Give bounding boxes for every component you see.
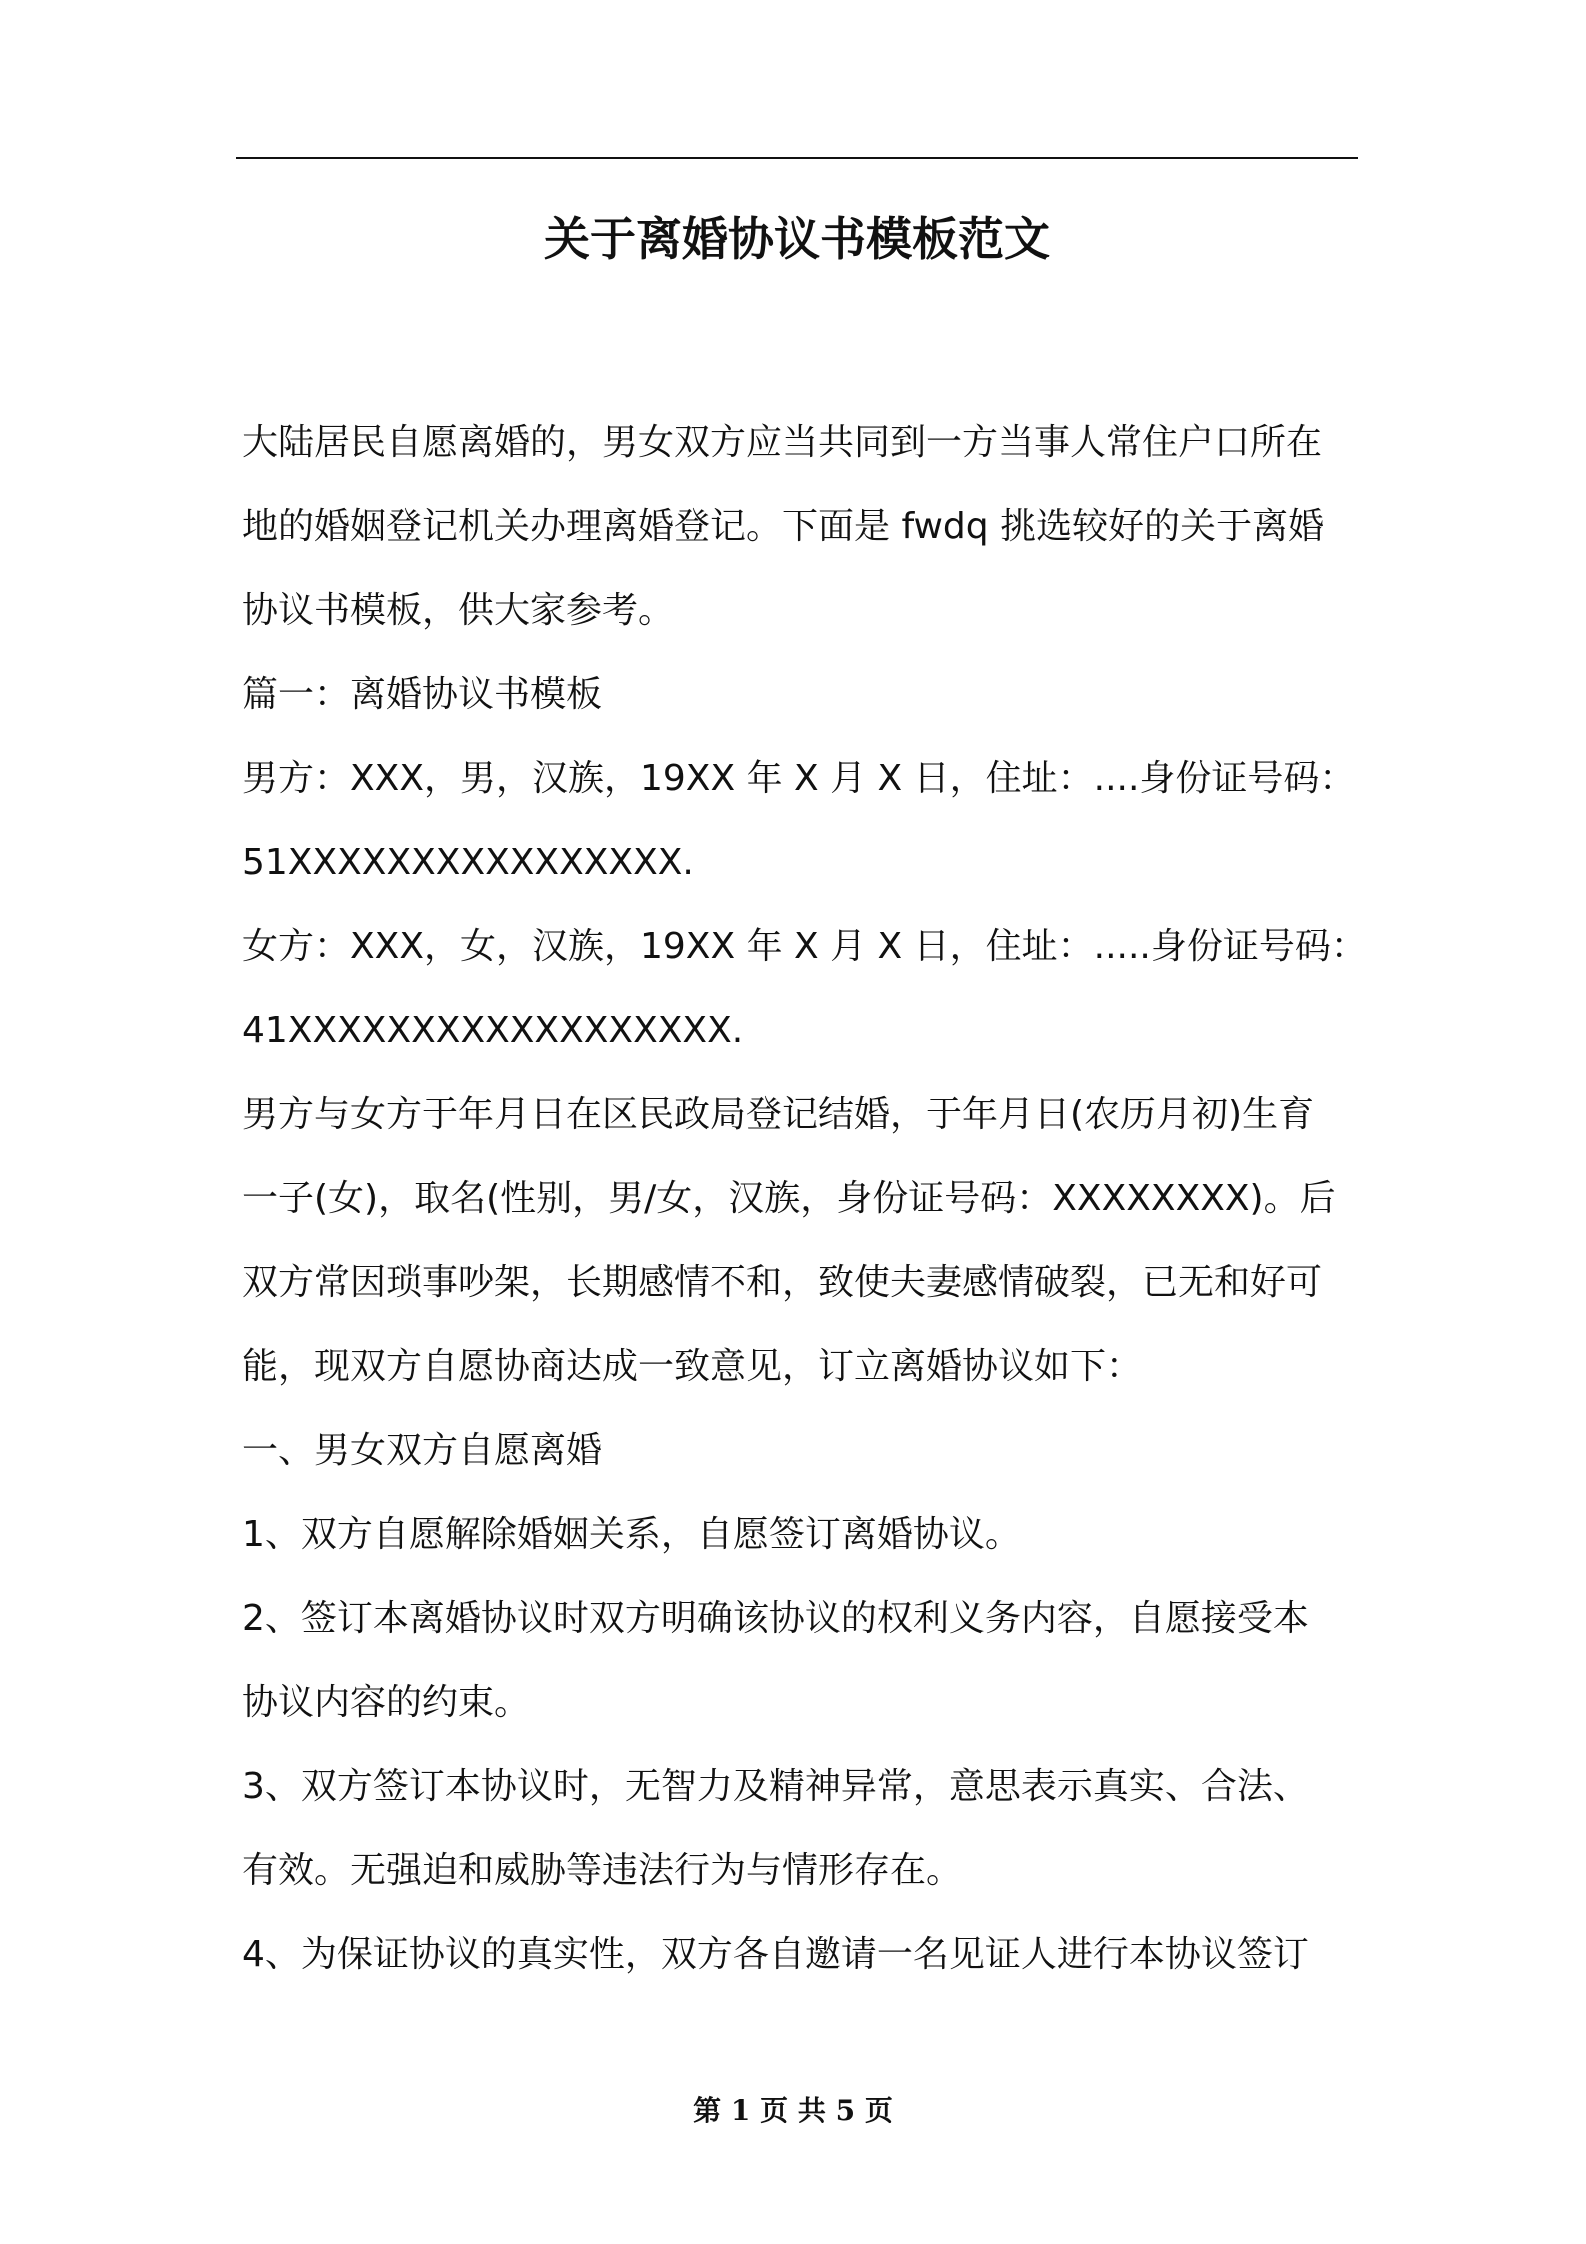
body-line: 3、双方签订本协议时，无智力及精神异常，意思表示真实、合法、 [242, 1766, 1309, 1807]
document-title: 关于离婚协议书模板范文 [544, 212, 1050, 266]
page-number-footer: 第 1 页 共 5 页 [693, 2094, 893, 2127]
body-line: 协议内容的约束。 [242, 1682, 531, 1723]
body-line: 男方：XXX，男，汉族，19XX 年 X 月 X 日，住址：....身份证号码： [242, 758, 1356, 799]
body-line: 大陆居民自愿离婚的，男女双方应当共同到一方当事人常住户口所在 [242, 422, 1323, 463]
body-line: 1、双方自愿解除婚姻关系，自愿签订离婚协议。 [242, 1514, 1021, 1555]
document-body [242, 401, 1367, 1997]
body-line: 4、为保证协议的真实性，双方各自邀请一名见证人进行本协议签订 [242, 1934, 1309, 1975]
body-line: 能，现双方自愿协商达成一致意见，订立离婚协议如下： [242, 1346, 1143, 1387]
body-line: 一子(女)，取名(性别，男/女，汉族，身份证号码：XXXXXXXX)。后 [242, 1178, 1336, 1219]
body-line: 51XXXXXXXXXXXXXXXX. [242, 842, 694, 883]
body-line: 地的婚姻登记机关办理离婚登记。下面是 fwdq 挑选较好的关于离婚 [242, 506, 1325, 547]
body-line: 双方常因琐事吵架，长期感情不和，致使夫妻感情破裂，已无和好可 [242, 1262, 1323, 1303]
body-line: 男方与女方于年月日在区民政局登记结婚，于年月日(农历月初)生育 [242, 1094, 1315, 1135]
header-rule [236, 157, 1358, 159]
body-line: 女方：XXX，女，汉族，19XX 年 X 月 X 日，住址：.....身份证号码： [242, 926, 1367, 967]
body-line: 协议书模板，供大家参考。 [242, 590, 675, 631]
section-heading: 篇一：离婚协议书模板 [242, 674, 603, 715]
clause-heading: 一、男女双方自愿离婚 [242, 1430, 603, 1471]
body-line: 有效。无强迫和威胁等违法行为与情形存在。 [242, 1850, 963, 1891]
body-line: 41XXXXXXXXXXXXXXXXXX. [242, 1010, 744, 1051]
body-line: 2、签订本离婚协议时双方明确该协议的权利义务内容，自愿接受本 [242, 1598, 1309, 1639]
